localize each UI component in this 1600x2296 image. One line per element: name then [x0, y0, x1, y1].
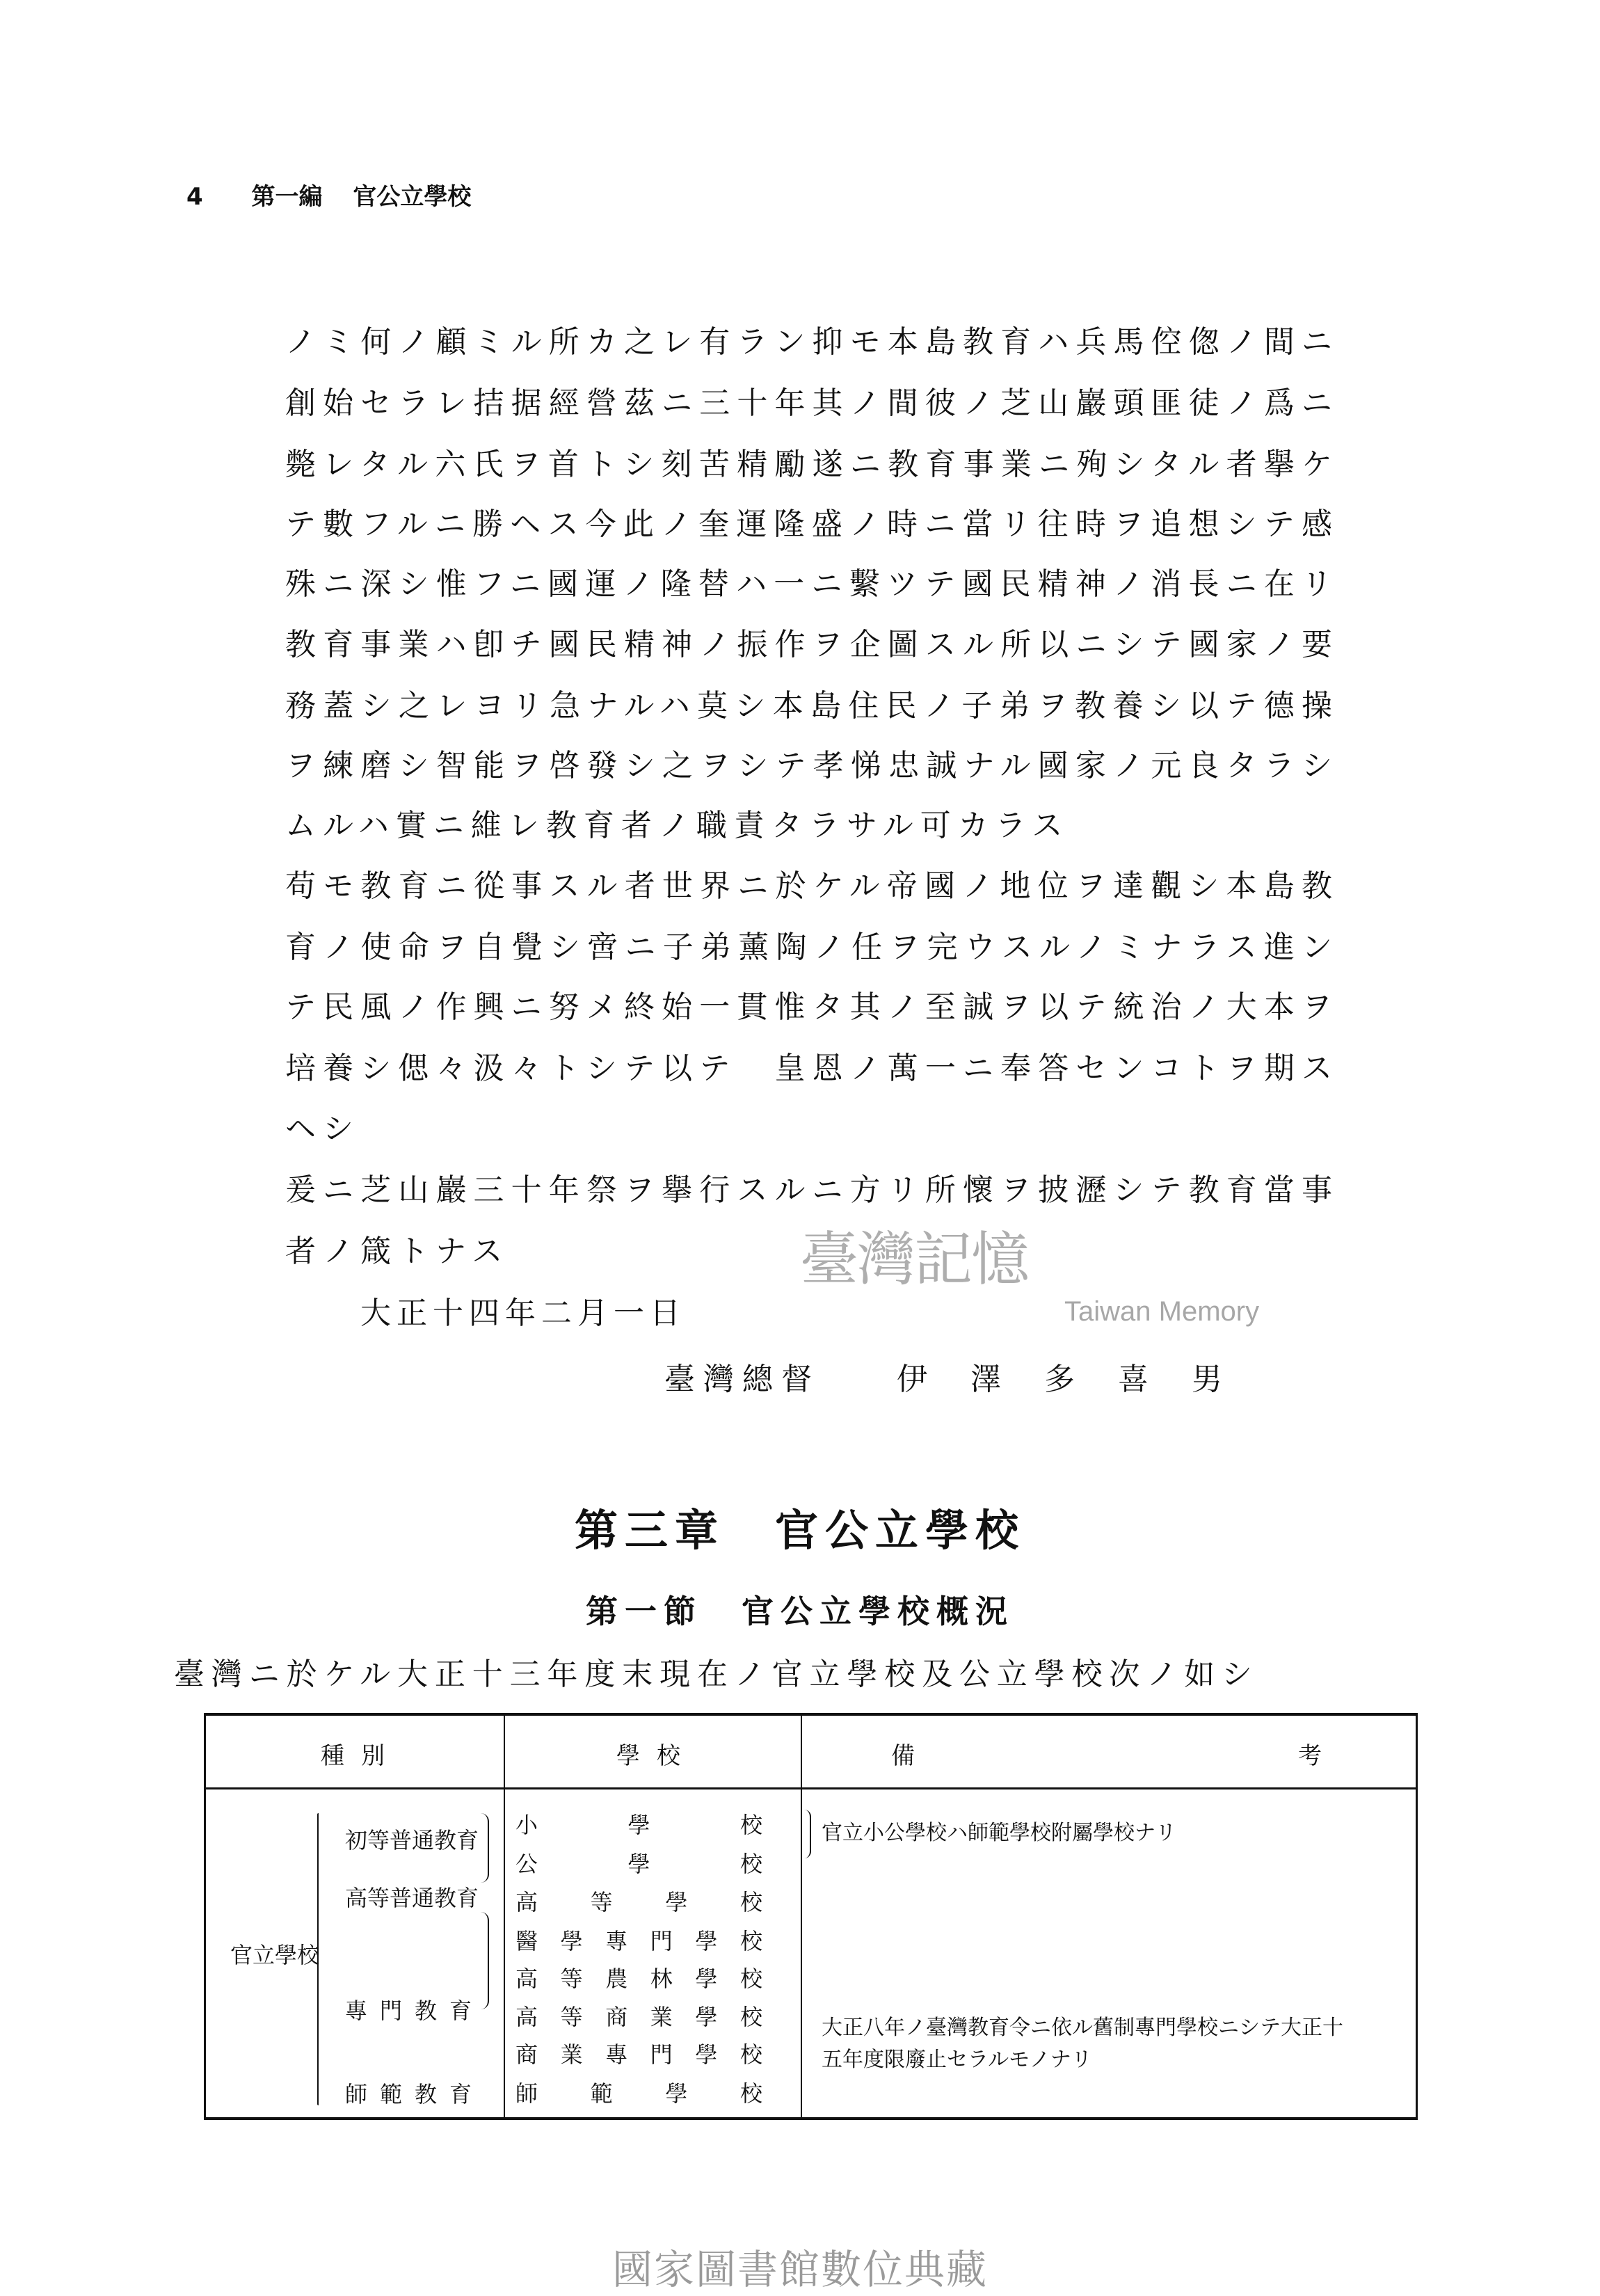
school-name: 商業專門學校 [515, 2041, 762, 2068]
school-name: 公學校 [515, 1851, 762, 1877]
date-line: 大正十四年二月一日 [360, 1296, 686, 1331]
column-divider [801, 1716, 802, 2117]
header-category: 種別 [321, 1742, 401, 1770]
school-name: 師範學校 [515, 2080, 762, 2107]
remark-brace [804, 1810, 811, 1858]
body-line: 育ノ使命ヲ自覺シ啻ニ子弟薰陶ノ任ヲ完ウスルノミナラス進ン [285, 930, 1332, 965]
body-line: 教育事業ハ卽チ國民精神ノ振作ヲ企圖スル所以ニシテ國家ノ要 [285, 627, 1332, 662]
body-line: 務蓋シ之レヨリ急ナルハ莫シ本島住民ノ子弟ヲ教養シ以テ德操 [285, 688, 1332, 724]
header-school: 學校 [616, 1742, 697, 1770]
header-remarks-2: 考 [1298, 1742, 1338, 1770]
subgroup-brace [481, 1912, 489, 2009]
group-label: 官立學校 [230, 1942, 320, 1968]
subcategory: 高等普通教育 [345, 1885, 479, 1911]
body-line: ヘシ [285, 1111, 360, 1147]
watermark-logo: 臺灣記憶 [800, 1225, 1029, 1293]
body-line: テ數フルニ勝ヘス今此ノ奎運隆盛ノ時ニ當リ往時ヲ追想シテ感 [285, 507, 1332, 542]
body-line: 斃レタル六氏ヲ首トシ刻苦精勵遂ニ教育事業ニ殉シタル者擧ケ [285, 447, 1332, 482]
body-line: 創始セラレ拮据經營茲ニ三十年其ノ間彼ノ芝山巖頭匪徒ノ爲ニ [285, 385, 1332, 421]
header-divider [206, 1787, 1416, 1789]
running-header [186, 177, 511, 212]
body-line: 苟モ教育ニ從事スル者世界ニ於ケル帝國ノ地位ヲ達觀シ本島教 [285, 868, 1332, 904]
subcategory: 師範教育 [345, 2081, 485, 2107]
body-line: 殊ニ深シ惟フニ國運ノ隆替ハ一ニ繫ツテ國民精神ノ消長ニ在リ [285, 566, 1332, 602]
school-name: 高等商業學校 [515, 2004, 762, 2030]
body-line: 培養シ偲々汲々トシテ以テ 皇恩ノ萬一ニ奉答センコトヲ期ス [285, 1051, 1332, 1086]
school-name: 高等學校 [515, 1889, 762, 1915]
header-remarks-1: 備 [891, 1742, 931, 1770]
schools-table [204, 1713, 1418, 2120]
group-brace [317, 1813, 319, 2105]
section-title: 第一節 官公立學校概況 [586, 1593, 1014, 1630]
school-name: 小學校 [515, 1812, 762, 1838]
school-name: 高等農林學校 [515, 1966, 762, 1992]
column-divider [504, 1716, 505, 2117]
header-title: 官公立學校 [353, 183, 472, 211]
signature [664, 1360, 1265, 1399]
chapter-title: 第三章 官公立學校 [574, 1505, 1025, 1556]
signature-name: 伊澤多喜男 [897, 1362, 1265, 1397]
remark: 官立小公學校ハ師範學校附屬學校ナリ [822, 1821, 1176, 1845]
school-name: 醫學專門學校 [515, 1928, 762, 1954]
remark: 五年度限廢止セラルモノナリ [822, 2048, 1092, 2072]
page-number: 4 [186, 183, 203, 211]
intro-sentence: 臺灣ニ於ケル大正十三年度末現在ノ官立學校及公立學校次ノ如シ [174, 1657, 1252, 1692]
subcategory: 專門教育 [345, 1998, 485, 2024]
footer-watermark: 國家圖書館數位典藏 [611, 2246, 988, 2293]
body-line: ノミ何ノ顧ミル所カ之レ有ラン抑モ本島教育ハ兵馬倥偬ノ間ニ [285, 324, 1332, 360]
part-label: 第一編 [251, 183, 323, 211]
body-line: ムルハ實ニ維レ教育者ノ職責タラサル可カラス [285, 808, 1070, 843]
body-line: ヲ練磨シ智能ヲ啓發シ之ヲシテ孝悌忠誠ナル國家ノ元良タラシ [285, 748, 1332, 783]
watermark-english: Taiwan Memory [1064, 1296, 1260, 1327]
body-line: 者ノ箴トナス [285, 1234, 510, 1269]
signature-title: 臺灣總督 [664, 1362, 820, 1397]
remark: 大正八年ノ臺灣教育令ニ依ル舊制專門學校ニシテ大正十 [822, 2016, 1343, 2040]
subgroup-brace [481, 1813, 489, 1883]
body-line: テ民風ノ作興ニ努メ終始一貫惟タ其ノ至誠ヲ以テ統治ノ大本ヲ [285, 989, 1332, 1025]
body-line: 爰ニ芝山巖三十年祭ヲ擧行スルニ方リ所懷ヲ披瀝シテ教育當事 [285, 1172, 1332, 1208]
subcategory: 初等普通教育 [345, 1827, 479, 1853]
